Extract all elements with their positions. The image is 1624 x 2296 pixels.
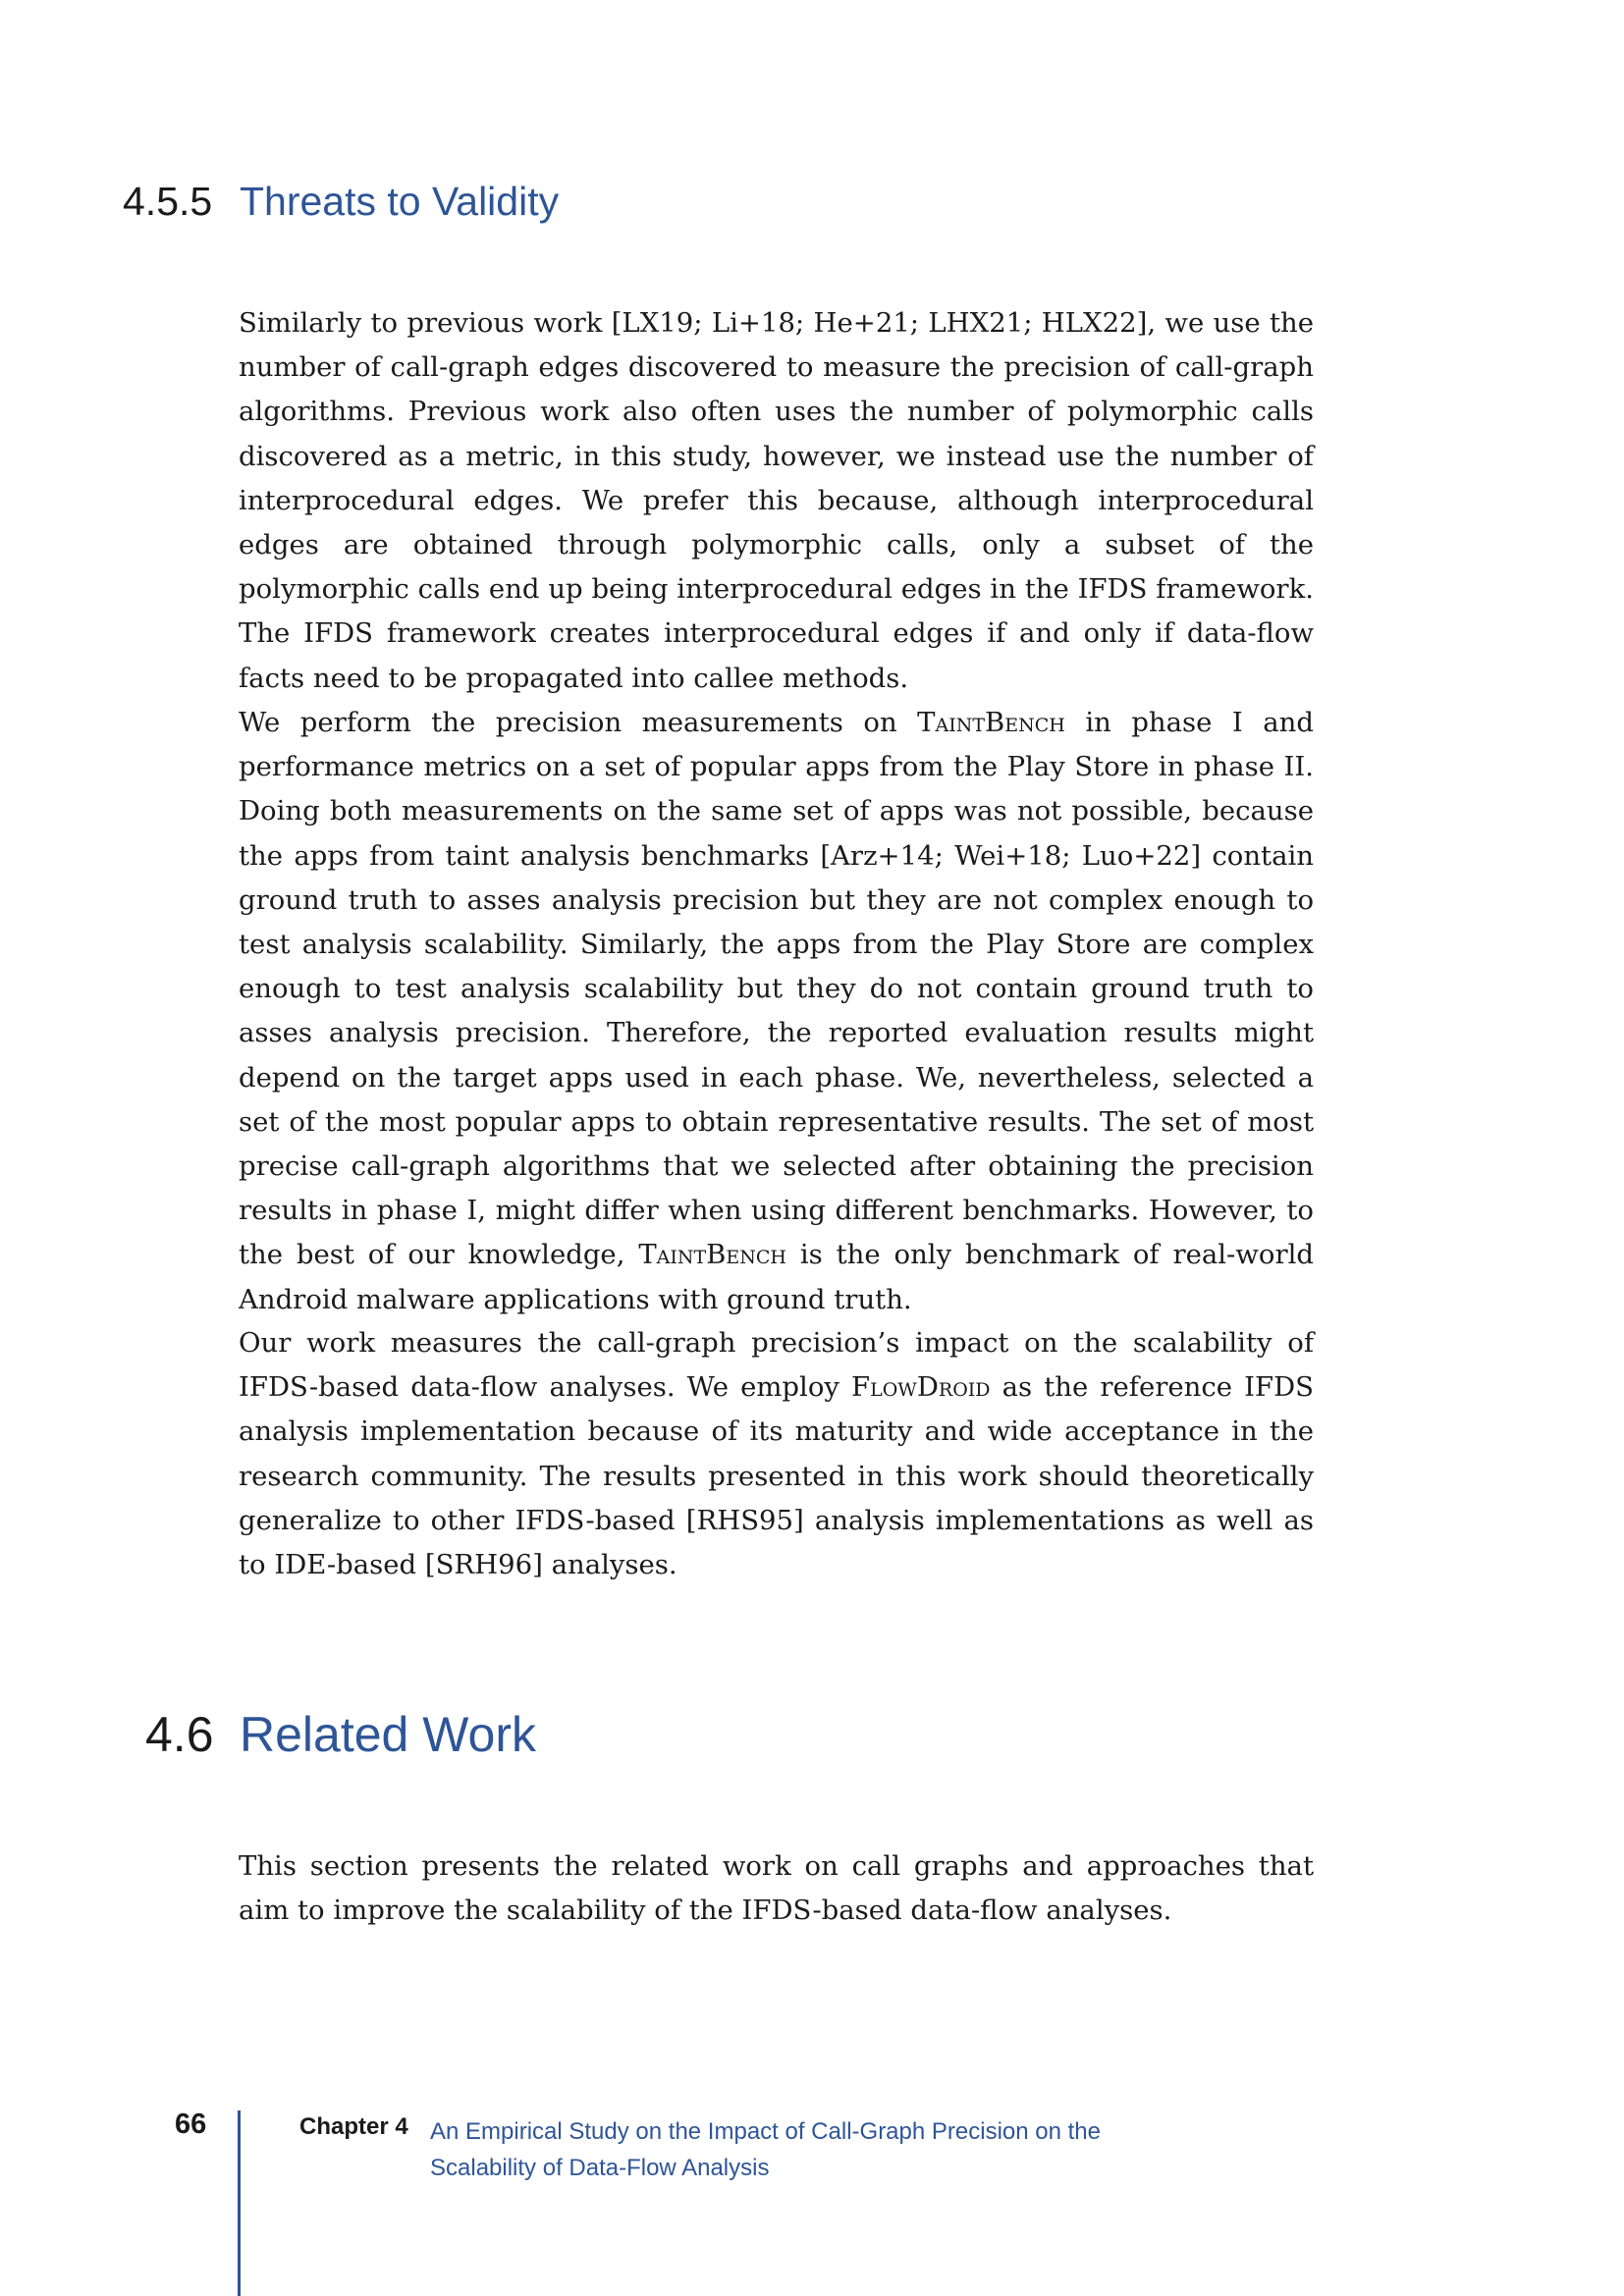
footer-chapter-label: Chapter 4: [299, 2113, 408, 2140]
page-number: 66: [175, 2109, 207, 2140]
tool-name-flowdroid: FlowDroid: [851, 1371, 991, 1404]
section-number: 4.6: [145, 1707, 214, 1762]
section-title: Related Work: [240, 1707, 536, 1762]
section-heading: [145, 1706, 536, 1763]
paragraph-threats-generalization: Our work measures the call-graph precision’s impact on the scalability of IFDS-based data-flow analyses. We employ FlowDroid as the reference IFDS analysis implementation because of its maturity and wide acceptance in the research community. The results presented in this work should theoretically generalize to other IFDS-based [RHS95] analysis implementations as well as to IDE-based [SRH96] analyses.: [239, 1327, 1314, 1581]
subsection-heading: [123, 179, 559, 225]
footer-divider: [238, 2110, 241, 2296]
tool-name-taintbench: TaintBench: [638, 1239, 786, 1271]
paragraph-threats-metric: Similarly to previous work [LX19; Li+18; He+21; LHX21; HLX22], we use the number of call-graph edges discovered to measure the precision of call-graph algorithms. Previous work also often uses the number of polymorphic calls discovered as a metric, in this study, however, we instead use the number of interprocedural edges. We prefer this because, although interprocedural edges are obtained through polymorphic calls, only a subset of the polymorphic calls end up being interprocedural edges in the IFDS framework. The IFDS framework creates interprocedural edges if and only if data-flow facts need to be propagated into callee methods.: [239, 307, 1314, 694]
subsection-number: 4.5.5: [123, 179, 213, 224]
footer-chapter-title: An Empirical Study on the Impact of Call-Graph Precision on the Scalability of Data-Flow Analysis: [430, 2118, 1101, 2181]
paragraph-threats-benchmarks: We perform the precision measurements on TaintBench in phase I and performance metrics on a set of popular apps from the Play Store in phase II. Doing both measurements on the same set of apps was not possible, because the apps from taint analysis benchmarks [Arz+14; Wei+18; Luo+22] contain ground truth to asses analysis precision but they are not complex enough to test analysis scalability. Similarly, the apps from the Play Store are complex enough to test analysis scalability but they do not contain ground truth to asses analysis precision. Therefore, the reported evaluation results might depend on the target apps used in each phase. We, nevertheless, selected a set of the most popular apps to obtain representative results. The set of most precise call-graph algorithms that we selected after obtaining the precision results in phase I, might differ when using different benchmarks. However, to the best of our knowledge, TaintBench is the only benchmark of real-world Android malware applications with ground truth.: [239, 707, 1314, 1315]
paragraph-related-work-intro: This section presents the related work on call graphs and approaches that aim to improve the scalability of the IFDS-based data-flow analyses.: [239, 1850, 1314, 1927]
subsection-title: Threats to Validity: [240, 179, 560, 224]
tool-name-taintbench: TaintBench: [917, 707, 1065, 738]
